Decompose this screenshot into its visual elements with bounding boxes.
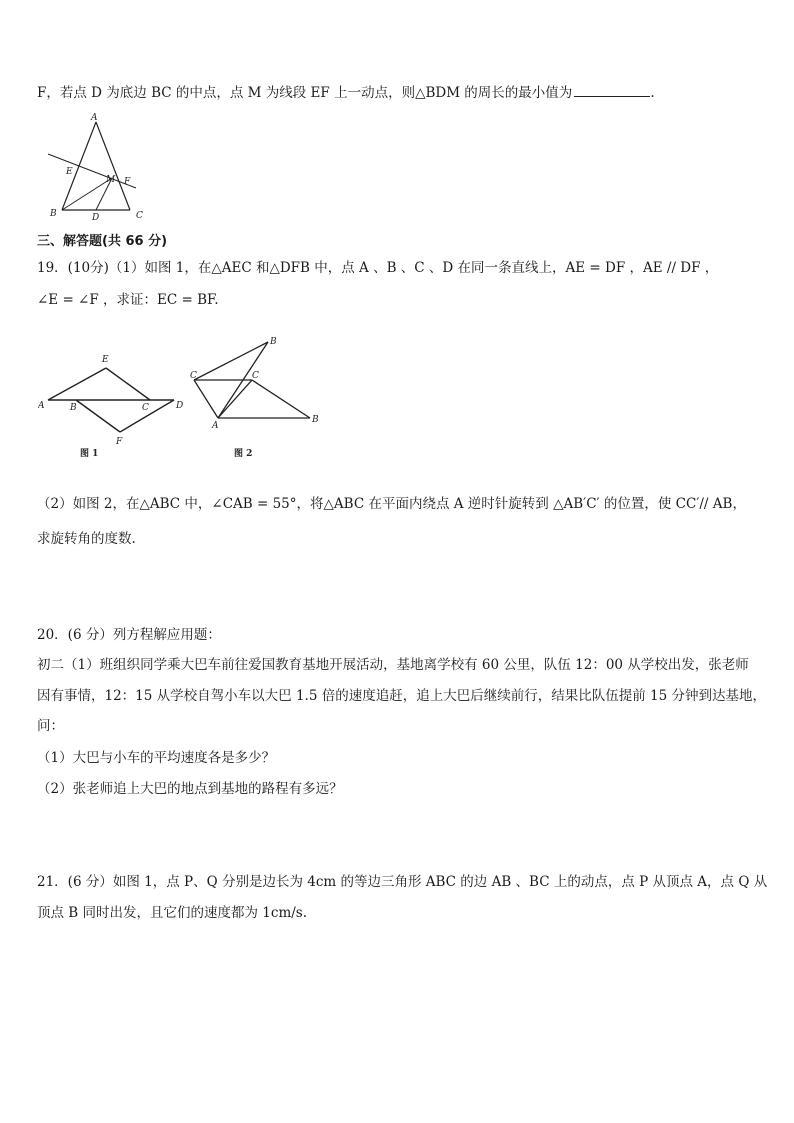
answer-blank xyxy=(574,82,650,97)
label-f: F xyxy=(124,177,131,187)
label-f: F xyxy=(116,437,123,447)
label-b-top: B xyxy=(270,337,277,347)
label-b: B xyxy=(50,209,57,219)
q18-end: . xyxy=(650,85,655,101)
q18-text: F，若点 D 为底边 BC 的中点，点 M 为线段 EF 上一动点，则△BDM 的周长的最小值为 xyxy=(37,85,573,101)
label-c-left: C xyxy=(190,371,197,381)
section-heading: 三、解答题(共 66 分) xyxy=(37,234,168,249)
q19-line2: ∠E = ∠F ，求证：EC = BF. xyxy=(37,292,219,308)
caption-figure-2: 图 2 xyxy=(234,449,253,459)
q19-line1: 19．(10分)（1）如图 1，在△AEC 和△DFB 中，点 A 、B 、C 、D 在同一条直线上，AE = DF ，AE // DF ， xyxy=(37,260,719,276)
label-b: B xyxy=(70,403,77,413)
label-d: D xyxy=(176,401,184,411)
segment-ac2 xyxy=(218,380,252,418)
segment-ac xyxy=(194,380,218,418)
q20-line1: 20．(6 分）列方程解应用题： xyxy=(37,627,221,643)
q20-line5: （1）大巴与小车的平均速度各是多少？ xyxy=(37,750,276,766)
caption-figure-1: 图 1 xyxy=(80,449,99,459)
q20-line3: 因有事情，12：15 从学校自驾小车以大巴 1.5 倍的速度追赶，追上大巴后继续前行，结果比队伍提前 15 分钟到达基地， xyxy=(37,688,766,704)
line-ef xyxy=(48,154,136,188)
segment-c2b2 xyxy=(252,380,310,418)
label-c: C xyxy=(136,211,143,221)
q19-part2-line2: 求旋转角的度数. xyxy=(37,531,136,547)
segment-ae xyxy=(48,368,106,400)
q21-line1: 21．(6 分）如图 1，点 P、Q 分别是边长为 4cm 的等边三角形 ABC 的边 AB 、BC 上的动点，点 P 从顶点 A，点 Q 从 xyxy=(37,874,768,890)
label-m: M xyxy=(106,175,116,185)
q18-text-line xyxy=(37,82,757,103)
label-c-right: C xyxy=(252,371,259,381)
label-a: A xyxy=(91,113,98,123)
q19-part2-line1: （2）如图 2，在△ABC 中，∠CAB = 55°，将△ABC 在平面内绕点 A 逆时针旋转到 △AB′C′ 的位置，使 CC′// AB， xyxy=(37,496,746,512)
q18-figure xyxy=(44,112,164,222)
q19-figure-1 xyxy=(38,334,190,460)
label-a: A xyxy=(212,421,219,431)
segment-bf xyxy=(76,400,120,432)
label-c: C xyxy=(142,403,149,413)
label-b-right: B xyxy=(312,415,319,425)
q20-line4: 问： xyxy=(37,718,64,734)
triangle-side-ac xyxy=(96,122,130,210)
q20-line2: 初二（1）班组织同学乘大巴车前往爱国教育基地开展活动，基地离学校有 60 公里，队伍 12：00 从学校出发，张老师 xyxy=(37,657,749,673)
label-a: A xyxy=(38,401,45,411)
segment-ec xyxy=(106,368,150,400)
label-e: E xyxy=(102,355,109,365)
q19-figure-2 xyxy=(186,334,326,460)
label-d: D xyxy=(92,213,100,222)
q20-line6: （2）张老师追上大巴的地点到基地的路程有多远？ xyxy=(37,781,343,797)
q21-line2: 顶点 B 同时出发，且它们的速度都为 1cm/s. xyxy=(37,905,308,921)
label-e: E xyxy=(66,167,73,177)
